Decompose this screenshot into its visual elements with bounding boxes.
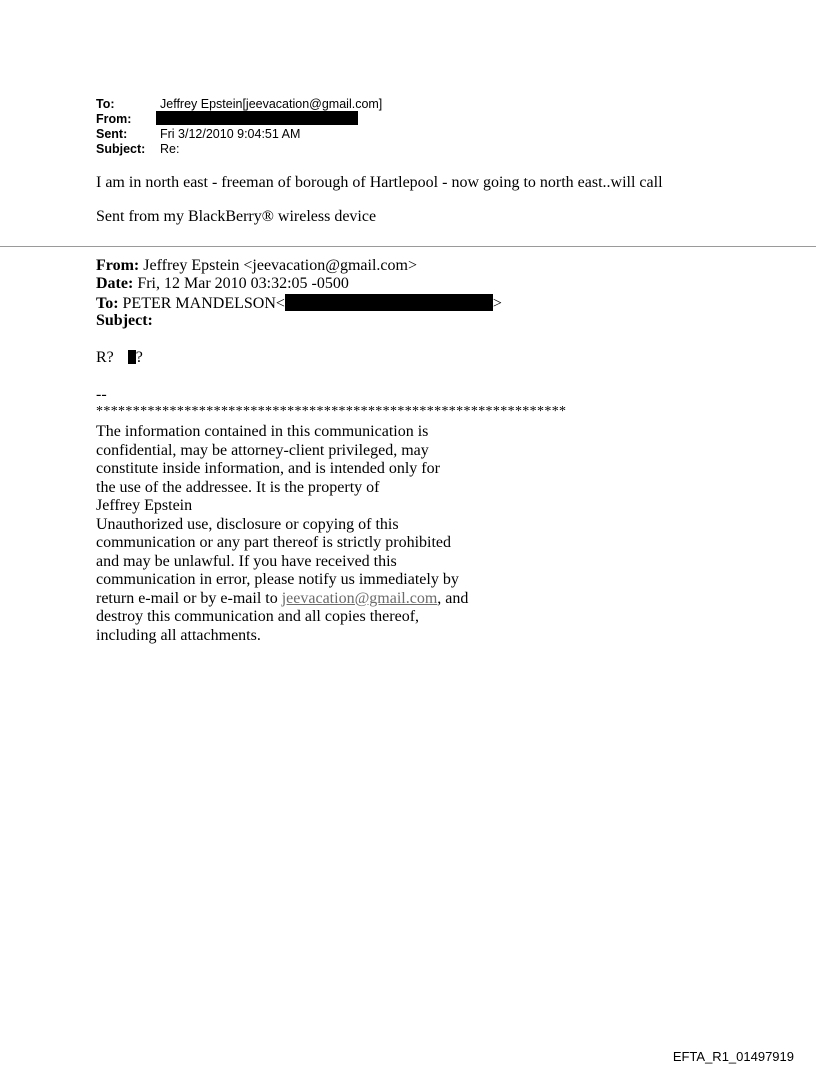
header-sent-label: Sent: [96, 127, 128, 141]
header-subject-value: Re: [160, 142, 180, 156]
quoted-to-label: To: [96, 295, 119, 312]
redaction-block [285, 294, 493, 311]
disclaimer-line: communication in error, please notify us immediately by [96, 571, 459, 588]
disclaimer-return-line [96, 590, 468, 609]
quoted-date-row [96, 275, 349, 293]
disclaimer-line: and may be unlawful. If you have received this [96, 552, 397, 570]
quoted-body [96, 349, 143, 367]
confidentiality-disclaimer [96, 423, 468, 645]
quoted-date-label: Date: [96, 275, 134, 292]
header-sent-value: Fri 3/12/2010 9:04:51 AM [160, 127, 301, 141]
redaction-block [156, 111, 358, 125]
message-body: I am in north east - freeman of borough of Hartlepool - now going to north east..will call [96, 174, 663, 191]
quoted-subject-row [96, 312, 153, 330]
redaction-block [128, 350, 136, 364]
message-signature: Sent from my BlackBerry® wireless device [96, 208, 377, 225]
header-subject-label: Subject: [96, 142, 146, 156]
quoted-subject-label: Subject: [96, 312, 153, 329]
document-id: EFTA_R1_01497919 [672, 1049, 794, 1064]
disclaimer-return-suffix: , and [437, 589, 469, 607]
section-divider [0, 246, 816, 247]
quoted-date-value: Fri, 12 Mar 2010 03:32:05 -0500 [137, 275, 349, 292]
disclaimer-line: communication or any part thereof is strictly prohibited [96, 534, 452, 551]
header-to-value: Jeffrey Epstein[jeevacation@gmail.com] [160, 97, 383, 111]
signature-dashes: -- [96, 386, 107, 403]
quoted-to-close: > [492, 295, 502, 312]
quoted-from-row [96, 257, 417, 275]
disclaimer-line: Unauthorized use, disclosure or copying of this [96, 515, 399, 533]
quoted-from-value: Jeffrey Epstein <jeevacation@gmail.com> [143, 257, 417, 274]
quoted-to-row [96, 294, 502, 313]
disclaimer-line: confidential, may be attorney-client privileged, may [96, 441, 429, 459]
disclaimer-line: Jeffrey Epstein [96, 497, 193, 514]
disclaimer-return-prefix: return e-mail or by e-mail to [96, 589, 282, 607]
signature-stars: **************************************************************** [96, 404, 567, 419]
quoted-body-second: ? [135, 349, 143, 366]
disclaimer-line: the use of the addressee. It is the property of [96, 478, 380, 496]
disclaimer-line: destroy this communication and all copies thereof, [96, 608, 420, 625]
disclaimer-line: including all attachments. [96, 626, 261, 644]
disclaimer-line: constitute inside information, and is intended only for [96, 460, 440, 477]
header-to-label: To: [96, 97, 115, 111]
header-from-label: From: [96, 112, 132, 126]
quoted-body-first: R? [96, 349, 114, 366]
disclaimer-line: The information contained in this communication is [96, 423, 429, 440]
email-link[interactable]: jeevacation@gmail.com [281, 589, 438, 607]
quoted-to-value: PETER MANDELSON< [122, 295, 285, 312]
quoted-from-label: From: [96, 257, 140, 274]
